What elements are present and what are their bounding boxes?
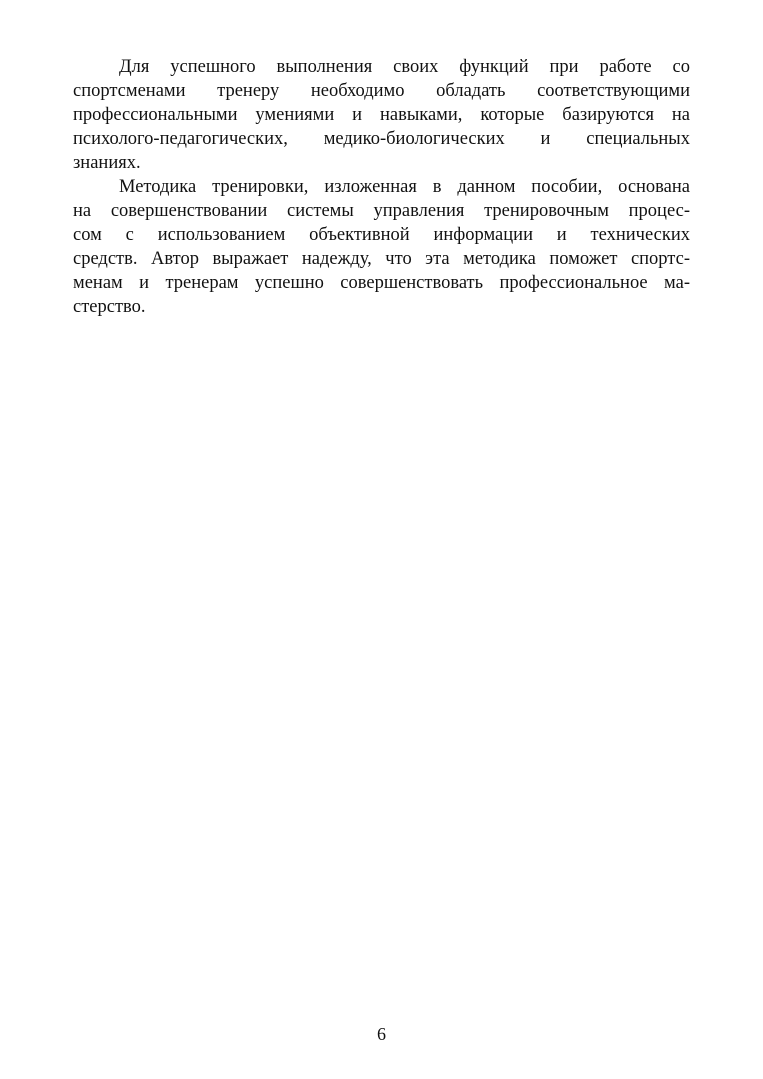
text-line: спортсменами тренеру необходимо обладать соответствующими xyxy=(73,81,690,101)
text-line: Для успешного выполнения своих функций при работе со xyxy=(119,57,690,77)
text-line: менам и тренерам успешно совершенствовать профессиональное ма- xyxy=(73,273,690,293)
text-line: сом с использованием объективной информации и технических xyxy=(73,225,690,245)
text-line: знаниях. xyxy=(73,153,141,173)
text-line: стерство. xyxy=(73,297,146,317)
text-line: Методика тренировки, изложенная в данном пособии, основана xyxy=(119,177,690,197)
text-line: на совершенствовании системы управления тренировочным процес- xyxy=(73,201,690,221)
body-text xyxy=(73,55,690,319)
text-line: профессиональными умениями и навыками, которые базируются на xyxy=(73,105,690,125)
text-line: психолого-педагогических, медико-биологических и специальных xyxy=(73,129,690,149)
paragraph-1 xyxy=(73,55,690,175)
page-number: 6 xyxy=(377,1024,386,1044)
paragraph-2 xyxy=(73,175,690,319)
text-line: средств. Автор выражает надежду, что эта методика поможет спортс- xyxy=(73,249,690,269)
